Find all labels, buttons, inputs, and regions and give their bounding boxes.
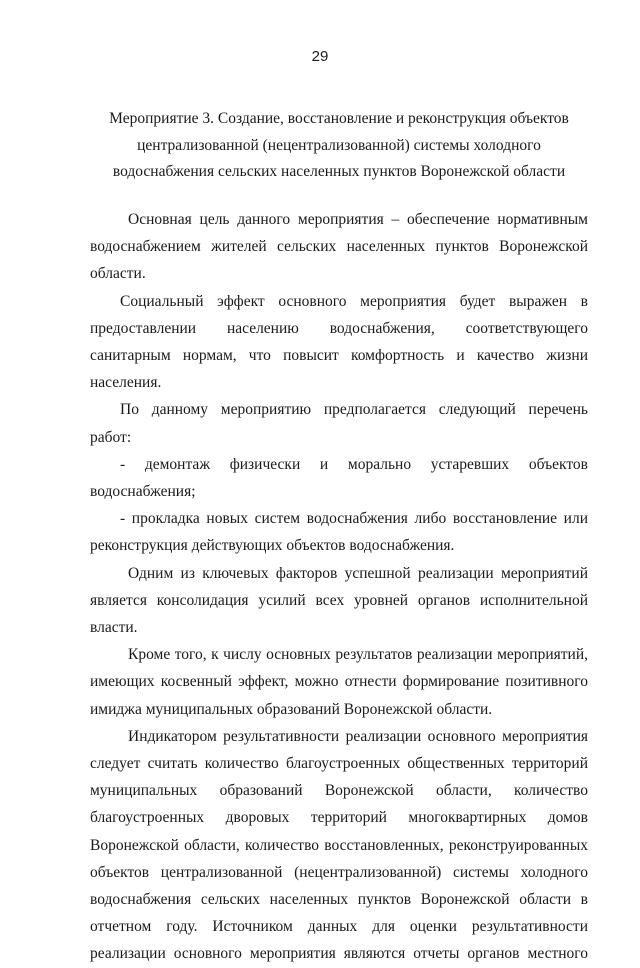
- paragraph-key-factors: Одним из ключевых факторов успешной реализации мероприятий является консолидация усилий всех уровней органов исполнительной власти.: [90, 564, 588, 637]
- list-item-dismantling: - демонтаж физически и морально устаревших объектов водоснабжения;: [90, 455, 588, 501]
- paragraph-works-intro: По данному мероприятию предполагается следующий перечень работ:: [90, 401, 588, 446]
- paragraph-goal: Основная цель данного мероприятия – обеспечение нормативным водоснабжением жителей сельских населенных пунктов Воронежской области.: [90, 211, 588, 283]
- page-number: 29: [311, 48, 329, 65]
- paragraph-indicator: Индикатором результативности реализации основного мероприятия следует считать количество благоустроенных общественных территорий муниципальных образований Воронежской области, количество благоустроенных дворовых территорий многоквартирных домов Воронежской области, количество восстановленных, реконструированных объектов централизованной (нецентрализованной) системы холодного водоснабжения сельских населенных пунктов Воронежской области в отчетном году. Источником данных для оценки результативности реализации основного мероприятия являются отчеты органов местного: [90, 727, 588, 963]
- paragraph-indirect-effect: Кроме того, к числу основных результатов реализации мероприятий, имеющих косвенный эффект, можно отнести формирование позитивного имиджа муниципальных образований Воронежской области.: [90, 646, 588, 718]
- body-text: [90, 206, 588, 968]
- paragraph-social-effect: Социальный эффект основного мероприятия будет выражен в предоставлении населению водоснабжения, соответствующего санитарным нормам, что повысит комфортность и качество жизни населения.: [90, 292, 588, 392]
- section-heading: Мероприятие 3. Создание, восстановление и реконструкция объектов централизованной (нецентрализованной) системы холодного водоснабжения сельских населенных пунктов Воронежской области: [109, 110, 569, 180]
- list-item-laying: - прокладка новых систем водоснабжения либо восстановление или реконструкция действующих объектов водоснабжения.: [90, 510, 588, 555]
